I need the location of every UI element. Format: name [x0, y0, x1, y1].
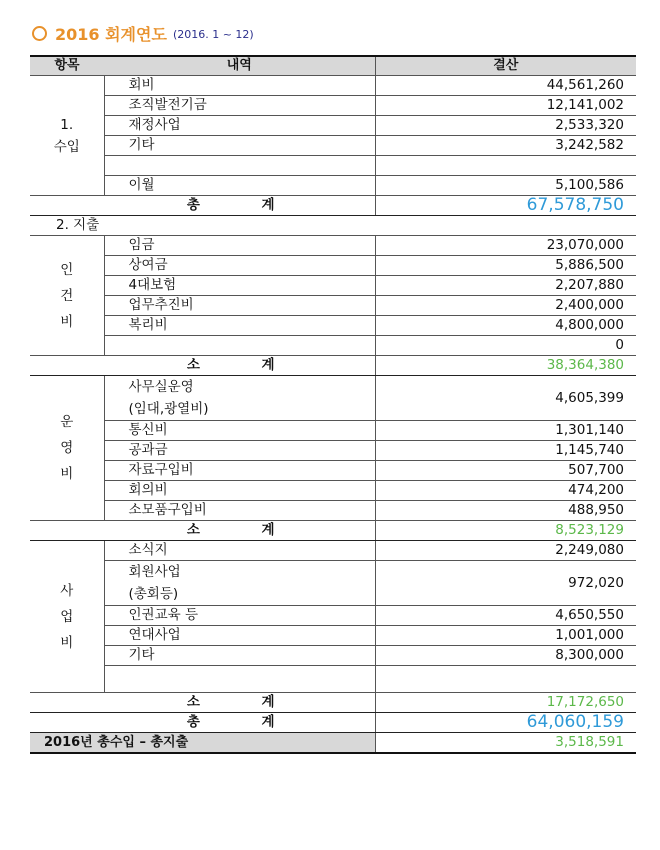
operation-label-3: 비 [60, 466, 74, 482]
income-item [104, 156, 375, 176]
table-row [30, 561, 636, 606]
operation-item [104, 376, 375, 421]
operation-category [30, 376, 104, 521]
table-row [30, 236, 636, 256]
operation-amount: 1,145,740 [375, 441, 636, 461]
income-item: 회비 [104, 76, 375, 96]
personnel-amount: 2,207,880 [375, 276, 636, 296]
operation-amount: 474,200 [375, 481, 636, 501]
project-amount [375, 666, 636, 693]
circle-bullet-icon [32, 26, 47, 41]
operation-label-2: 영 [60, 440, 74, 456]
table-row [30, 376, 636, 421]
personnel-label-1: 인 [60, 261, 74, 278]
income-amount: 44,561,260 [375, 76, 636, 96]
income-item: 재정사업 [104, 116, 375, 136]
expense-total-label [30, 713, 375, 733]
table-row [30, 541, 636, 561]
project-item: 기타 [104, 646, 375, 666]
operation-item: 회의비 [104, 481, 375, 501]
table-row [30, 626, 636, 646]
income-amount: 2,533,320 [375, 116, 636, 136]
table-row [30, 316, 636, 336]
header-item: 항목 [30, 56, 104, 76]
table-row [30, 421, 636, 441]
budget-table [30, 55, 636, 754]
income-category [30, 76, 104, 196]
total-label-char-1: 총 [186, 714, 200, 730]
project-amount: 8,300,000 [375, 646, 636, 666]
expense-total-row [30, 713, 636, 733]
project-item-line2: (총회등) [128, 586, 179, 602]
personnel-item: 4대보험 [104, 276, 375, 296]
project-subtotal-row [30, 693, 636, 713]
project-amount: 972,020 [375, 561, 636, 606]
project-amount: 1,001,000 [375, 626, 636, 646]
personnel-item: 임금 [104, 236, 375, 256]
table-row [30, 276, 636, 296]
income-amount [375, 156, 636, 176]
table-header-row [30, 56, 636, 76]
subtotal-label-char-2: 계 [261, 522, 275, 538]
operation-amount: 507,700 [375, 461, 636, 481]
table-row [30, 176, 636, 196]
total-label-char-2: 계 [261, 714, 275, 730]
operation-subtotal-label [30, 521, 375, 541]
header-detail: 내역 [104, 56, 375, 76]
table-row [30, 461, 636, 481]
personnel-subtotal-row [30, 356, 636, 376]
operation-label-1: 운 [60, 414, 74, 430]
table-row [30, 96, 636, 116]
operation-subtotal-row [30, 521, 636, 541]
personnel-amount: 23,070,000 [375, 236, 636, 256]
personnel-category [30, 236, 104, 356]
operation-item: 통신비 [104, 421, 375, 441]
subtotal-label-char-1: 소 [186, 522, 200, 538]
project-item-line1: 회원사업 [128, 564, 181, 580]
income-amount: 5,100,586 [375, 176, 636, 196]
personnel-amount: 4,800,000 [375, 316, 636, 336]
project-item: 소식지 [104, 541, 375, 561]
operation-amount: 4,605,399 [375, 376, 636, 421]
final-balance-label: 2016년 총수입 – 총지출 [30, 733, 375, 754]
income-amount: 12,141,002 [375, 96, 636, 116]
table-row [30, 441, 636, 461]
header-result: 결산 [375, 56, 636, 76]
personnel-amount: 2,400,000 [375, 296, 636, 316]
operation-item: 공과금 [104, 441, 375, 461]
operation-item-line1: 사무실운영 [128, 379, 194, 395]
personnel-subtotal-label [30, 356, 375, 376]
operation-item: 자료구입비 [104, 461, 375, 481]
title-main: 2016 회계연도 [55, 24, 167, 44]
operation-subtotal-amount: 8,523,129 [375, 521, 636, 541]
table-row [30, 501, 636, 521]
final-balance-amount: 3,518,591 [375, 733, 636, 754]
project-item [104, 666, 375, 693]
report-title [32, 22, 254, 44]
project-subtotal-amount: 17,172,650 [375, 693, 636, 713]
expense-total-amount: 64,060,159 [375, 713, 636, 733]
income-amount: 3,242,582 [375, 136, 636, 156]
table-row [30, 296, 636, 316]
total-label-char-2: 계 [261, 197, 275, 213]
table-row [30, 136, 636, 156]
personnel-label-3: 비 [60, 313, 74, 330]
personnel-amount: 0 [375, 336, 636, 356]
project-item: 인권교육 등 [104, 606, 375, 626]
personnel-item: 상여금 [104, 256, 375, 276]
income-total-row [30, 196, 636, 216]
expense-section-row [30, 216, 636, 236]
table-row [30, 256, 636, 276]
personnel-item: 업무추진비 [104, 296, 375, 316]
table-row [30, 156, 636, 176]
table-row [30, 116, 636, 136]
subtotal-label-char-1: 소 [186, 357, 200, 373]
table-row [30, 666, 636, 693]
income-item: 조직발전기금 [104, 96, 375, 116]
project-item [104, 561, 375, 606]
subtotal-label-char-2: 계 [261, 694, 275, 710]
project-amount: 2,249,080 [375, 541, 636, 561]
expense-section-empty [375, 216, 636, 236]
project-label-1: 사 [60, 582, 74, 599]
operation-amount: 1,301,140 [375, 421, 636, 441]
personnel-label-2: 건 [60, 287, 74, 304]
operation-item-line2: (임대,광열비) [128, 401, 209, 417]
subtotal-label-char-2: 계 [261, 357, 275, 373]
income-total-label [30, 196, 375, 216]
table-row [30, 646, 636, 666]
project-category [30, 541, 104, 693]
title-period: (2016. 1 ~ 12) [172, 28, 254, 41]
table-row [30, 336, 636, 356]
income-item: 이월 [104, 176, 375, 196]
table-row [30, 481, 636, 501]
personnel-amount: 5,886,500 [375, 256, 636, 276]
project-subtotal-label [30, 693, 375, 713]
total-label-char-1: 총 [186, 197, 200, 213]
subtotal-label-char-1: 소 [186, 694, 200, 710]
personnel-item [104, 336, 375, 356]
table-row [30, 76, 636, 96]
project-amount: 4,650,550 [375, 606, 636, 626]
project-item: 연대사업 [104, 626, 375, 646]
final-balance-row [30, 733, 636, 754]
table-row [30, 606, 636, 626]
project-label-3: 비 [60, 634, 74, 651]
personnel-item: 복리비 [104, 316, 375, 336]
income-total-amount: 67,578,750 [375, 196, 636, 216]
expense-section-label: 2. 지출 [30, 216, 375, 236]
personnel-subtotal-amount: 38,364,380 [375, 356, 636, 376]
project-label-2: 업 [60, 608, 74, 625]
operation-amount: 488,950 [375, 501, 636, 521]
income-label-1: 1. [60, 116, 74, 133]
income-label-2: 수입 [53, 138, 80, 155]
operation-item: 소모품구입비 [104, 501, 375, 521]
income-item: 기타 [104, 136, 375, 156]
